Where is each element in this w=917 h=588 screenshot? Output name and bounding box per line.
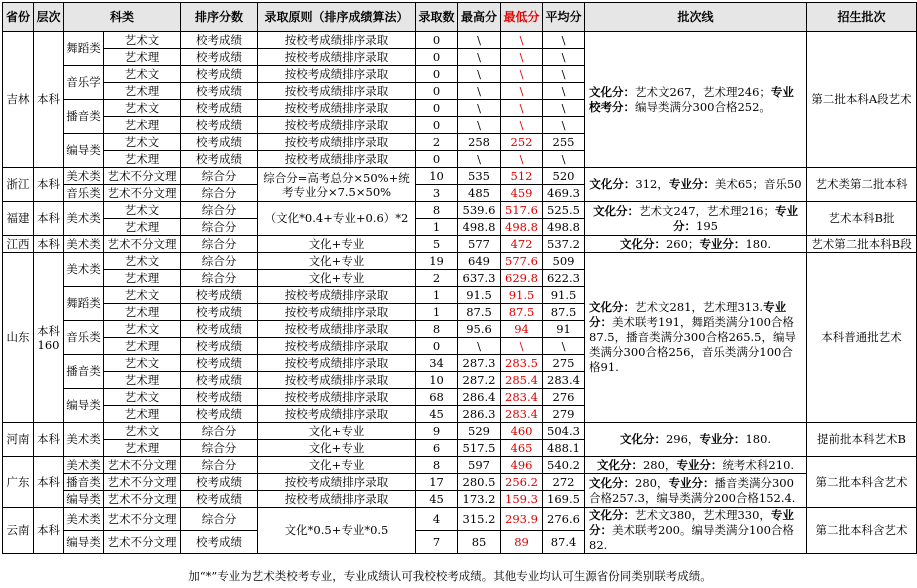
min-cell: 459 <box>501 185 543 202</box>
province-cell: 广东 <box>3 457 34 508</box>
max-cell: 85 <box>458 531 501 554</box>
max-cell: 286.4 <box>458 389 501 406</box>
track-cell: 艺术文 <box>104 321 181 338</box>
avg-cell: 488.1 <box>543 440 585 457</box>
table-row <box>3 508 917 531</box>
rank-cell: 综合分 <box>181 185 258 202</box>
min-cell: \ <box>501 100 543 117</box>
principle-cell: 按校考成绩排序录取 <box>258 406 416 423</box>
rank-cell: 校考成绩 <box>181 134 258 151</box>
rank-cell: 校考成绩 <box>181 321 258 338</box>
min-cell: \ <box>501 151 543 168</box>
col-subject: 科类 <box>64 3 181 32</box>
max-cell: \ <box>458 66 501 83</box>
col-batch: 招生批次 <box>807 3 917 32</box>
avg-cell: \ <box>543 66 585 83</box>
rank-cell: 综合分 <box>181 202 258 219</box>
principle-cell: 文化+专业 <box>258 423 416 440</box>
max-cell: \ <box>458 83 501 100</box>
rank-cell: 综合分 <box>181 423 258 440</box>
level-cell: 本科 <box>34 457 64 508</box>
count-cell: 0 <box>416 117 458 134</box>
rank-cell: 校考成绩 <box>181 100 258 117</box>
track-cell: 艺术文 <box>104 100 181 117</box>
track-cell: 艺术不分文理 <box>104 236 181 253</box>
min-cell: \ <box>501 338 543 355</box>
level-cell: 本科 <box>34 508 64 554</box>
avg-cell: 91 <box>543 321 585 338</box>
rank-cell: 综合分 <box>181 508 258 531</box>
table-row <box>3 457 917 474</box>
col-score-rank: 排序分数 <box>181 3 258 32</box>
count-cell: 0 <box>416 100 458 117</box>
avg-cell: \ <box>543 32 585 49</box>
avg-cell: 540.2 <box>543 457 585 474</box>
table-row <box>3 423 917 440</box>
principle-cell: 按校考成绩排序录取 <box>258 83 416 100</box>
batch-line-cell: 文化分：艺术文267，艺术理246；专业校考分：编导类满分300合格252。 <box>585 32 807 168</box>
max-cell: 577 <box>458 236 501 253</box>
avg-cell: 283.4 <box>543 372 585 389</box>
track-cell: 艺术不分文理 <box>104 474 181 491</box>
category-cell: 美术类 <box>64 168 104 185</box>
count-cell: 2 <box>416 270 458 287</box>
batch-line-cell: 文化分：280，专业分：统考术科210. <box>585 457 807 474</box>
category-cell: 美术类 <box>64 236 104 253</box>
rank-cell: 综合分 <box>181 219 258 236</box>
track-cell: 艺术文 <box>104 389 181 406</box>
category-cell: 播音类 <box>64 355 104 389</box>
principle-cell: 文化+专业 <box>258 440 416 457</box>
avg-cell: 87.4 <box>543 531 585 554</box>
count-cell: 45 <box>416 491 458 508</box>
avg-cell: \ <box>543 117 585 134</box>
rank-cell: 综合分 <box>181 168 258 185</box>
rank-cell: 校考成绩 <box>181 338 258 355</box>
min-cell: 256.2 <box>501 474 543 491</box>
count-cell: 9 <box>416 423 458 440</box>
category-cell: 舞蹈类 <box>64 32 104 66</box>
principle-cell: 文化+专业 <box>258 236 416 253</box>
max-cell: 637.3 <box>458 270 501 287</box>
batch-cell: 本科普通批艺术 <box>807 253 917 423</box>
category-cell: 编导类 <box>64 531 104 554</box>
principle-cell: 按校考成绩排序录取 <box>258 304 416 321</box>
rank-cell: 校考成绩 <box>181 49 258 66</box>
count-cell: 0 <box>416 66 458 83</box>
min-cell: 517.6 <box>501 202 543 219</box>
min-cell: 283.5 <box>501 355 543 372</box>
rank-cell: 综合分 <box>181 440 258 457</box>
track-cell: 艺术理 <box>104 151 181 168</box>
track-cell: 艺术理 <box>104 338 181 355</box>
table-row <box>3 253 917 270</box>
count-cell: 0 <box>416 49 458 66</box>
max-cell: 539.6 <box>458 202 501 219</box>
province-cell: 山东 <box>3 253 34 423</box>
category-cell: 美术类 <box>64 508 104 531</box>
col-batch-line: 批次线 <box>585 3 807 32</box>
min-cell: 159.3 <box>501 491 543 508</box>
col-min: 最低分 <box>501 3 543 32</box>
avg-cell: 169.5 <box>543 491 585 508</box>
category-cell: 舞蹈类 <box>64 287 104 321</box>
header-row <box>3 3 917 32</box>
max-cell: 315.2 <box>458 508 501 531</box>
rank-cell: 综合分 <box>181 457 258 474</box>
count-cell: 19 <box>416 253 458 270</box>
table-row <box>3 236 917 253</box>
principle-cell: 按校考成绩排序录取 <box>258 32 416 49</box>
track-cell: 艺术不分文理 <box>104 491 181 508</box>
track-cell: 艺术理 <box>104 83 181 100</box>
min-cell: 283.4 <box>501 406 543 423</box>
max-cell: 529 <box>458 423 501 440</box>
avg-cell: 537.2 <box>543 236 585 253</box>
avg-cell: 525.5 <box>543 202 585 219</box>
principle-cell: 按校考成绩排序录取 <box>258 100 416 117</box>
rank-cell: 校考成绩 <box>181 151 258 168</box>
rank-cell: 校考成绩 <box>181 117 258 134</box>
category-cell: 音乐类 <box>64 185 104 202</box>
principle-cell: 按校考成绩排序录取 <box>258 338 416 355</box>
count-cell: 1 <box>416 304 458 321</box>
category-cell: 编导类 <box>64 134 104 168</box>
min-cell: 512 <box>501 168 543 185</box>
count-cell: 8 <box>416 321 458 338</box>
principle-cell: 文化+专业 <box>258 270 416 287</box>
principle-cell: 按校考成绩排序录取 <box>258 491 416 508</box>
track-cell: 艺术理 <box>104 117 181 134</box>
principle-cell: 文化*0.5+专业*0.5 <box>258 508 416 554</box>
min-cell: 496 <box>501 457 543 474</box>
col-admitted: 录取数 <box>416 3 458 32</box>
max-cell: 280.5 <box>458 474 501 491</box>
avg-cell: 272 <box>543 474 585 491</box>
min-cell: 472 <box>501 236 543 253</box>
min-cell: 285.4 <box>501 372 543 389</box>
principle-cell: 按校考成绩排序录取 <box>258 321 416 338</box>
min-cell: \ <box>501 117 543 134</box>
category-cell: 编导类 <box>64 389 104 423</box>
min-cell: \ <box>501 32 543 49</box>
rank-cell: 校考成绩 <box>181 531 258 554</box>
avg-cell: \ <box>543 100 585 117</box>
table-row <box>3 168 917 185</box>
track-cell: 艺术文 <box>104 355 181 372</box>
avg-cell: \ <box>543 49 585 66</box>
track-cell: 艺术文 <box>104 134 181 151</box>
admission-table <box>2 2 917 554</box>
table-row <box>3 474 917 491</box>
count-cell: 34 <box>416 355 458 372</box>
track-cell: 艺术理 <box>104 372 181 389</box>
avg-cell: 275 <box>543 355 585 372</box>
max-cell: 498.8 <box>458 219 501 236</box>
max-cell: 286.3 <box>458 406 501 423</box>
avg-cell: 255 <box>543 134 585 151</box>
col-max: 最高分 <box>458 3 501 32</box>
rank-cell: 校考成绩 <box>181 406 258 423</box>
max-cell: 173.2 <box>458 491 501 508</box>
max-cell: 649 <box>458 253 501 270</box>
track-cell: 艺术理 <box>104 270 181 287</box>
category-cell: 美术类 <box>64 423 104 457</box>
principle-cell: 文化+专业 <box>258 253 416 270</box>
category-cell: 美术类 <box>64 253 104 287</box>
count-cell: 1 <box>416 287 458 304</box>
batch-cell: 艺术类第二批本科 <box>807 168 917 202</box>
min-cell: \ <box>501 66 543 83</box>
rank-cell: 校考成绩 <box>181 389 258 406</box>
count-cell: 0 <box>416 338 458 355</box>
avg-cell: \ <box>543 83 585 100</box>
count-cell: 2 <box>416 134 458 151</box>
min-cell: \ <box>501 49 543 66</box>
principle-cell: 按校考成绩排序录取 <box>258 134 416 151</box>
rank-cell: 校考成绩 <box>181 287 258 304</box>
track-cell: 艺术不分文理 <box>104 185 181 202</box>
max-cell: \ <box>458 32 501 49</box>
principle-cell: 按校考成绩排序录取 <box>258 287 416 304</box>
track-cell: 艺术文 <box>104 202 181 219</box>
principle-cell: 文化+专业 <box>258 457 416 474</box>
principle-cell: （文化*0.4+专业+0.6）*2 <box>258 202 416 236</box>
footer-note: 加“*”专业为艺术类校考专业，专业成绩认可我校校考成绩。其他专业均认可生源省份同类别联考成绩。 <box>188 569 712 583</box>
level-cell: 本科 <box>34 168 64 202</box>
col-principle: 录取原则（排序成绩算法） <box>258 3 416 32</box>
batch-cell: 第二批本科A段艺术 <box>807 32 917 168</box>
min-cell: 465 <box>501 440 543 457</box>
track-cell: 艺术不分文理 <box>104 508 181 531</box>
col-avg: 平均分 <box>543 3 585 32</box>
min-cell: 87.5 <box>501 304 543 321</box>
level-cell: 本科 <box>34 423 64 457</box>
principle-cell: 按校考成绩排序录取 <box>258 474 416 491</box>
rank-cell: 校考成绩 <box>181 32 258 49</box>
col-province: 省份 <box>3 3 34 32</box>
max-cell: \ <box>458 338 501 355</box>
avg-cell: 87.5 <box>543 304 585 321</box>
col-level: 层次 <box>34 3 64 32</box>
max-cell: \ <box>458 49 501 66</box>
track-cell: 艺术文 <box>104 287 181 304</box>
max-cell: \ <box>458 151 501 168</box>
count-cell: 0 <box>416 83 458 100</box>
table-row <box>3 32 917 49</box>
count-cell: 0 <box>416 32 458 49</box>
batch-line-cell: 文化分：艺术文380，艺术理330，专业分：美术联考200。编导类满分100合格82. <box>585 508 807 554</box>
count-cell: 3 <box>416 185 458 202</box>
batch-cell: 提前批本科艺术B <box>807 423 917 457</box>
track-cell: 艺术文 <box>104 66 181 83</box>
min-cell: 498.8 <box>501 219 543 236</box>
category-cell: 编导类 <box>64 491 104 508</box>
min-cell: \ <box>501 83 543 100</box>
principle-cell: 按校考成绩排序录取 <box>258 49 416 66</box>
province-cell: 江西 <box>3 236 34 253</box>
principle-cell: 按校考成绩排序录取 <box>258 372 416 389</box>
track-cell: 艺术文 <box>104 32 181 49</box>
batch-cell: 艺术本科B批 <box>807 202 917 236</box>
avg-cell: 279 <box>543 406 585 423</box>
province-cell: 吉林 <box>3 32 34 168</box>
min-cell: 91.5 <box>501 287 543 304</box>
track-cell: 艺术不分文理 <box>104 168 181 185</box>
max-cell: 287.3 <box>458 355 501 372</box>
rank-cell: 校考成绩 <box>181 491 258 508</box>
batch-cell: 艺术第二批本科B段 <box>807 236 917 253</box>
track-cell: 艺术理 <box>104 49 181 66</box>
principle-cell: 按校考成绩排序录取 <box>258 151 416 168</box>
min-cell: 283.4 <box>501 389 543 406</box>
max-cell: 535 <box>458 168 501 185</box>
count-cell: 4 <box>416 508 458 531</box>
min-cell: 293.9 <box>501 508 543 531</box>
count-cell: 10 <box>416 168 458 185</box>
max-cell: 91.5 <box>458 287 501 304</box>
track-cell: 艺术理 <box>104 406 181 423</box>
max-cell: 95.6 <box>458 321 501 338</box>
category-cell: 播音类 <box>64 100 104 134</box>
avg-cell: 520 <box>543 168 585 185</box>
avg-cell: \ <box>543 151 585 168</box>
min-cell: 629.8 <box>501 270 543 287</box>
track-cell: 艺术理 <box>104 440 181 457</box>
track-cell: 艺术不分文理 <box>104 457 181 474</box>
principle-cell: 综合分=高考总分×50%+统考专业分×7.5×50% <box>258 168 416 202</box>
track-cell: 艺术理 <box>104 304 181 321</box>
principle-cell: 按校考成绩排序录取 <box>258 66 416 83</box>
avg-cell: 504.3 <box>543 423 585 440</box>
count-cell: 6 <box>416 440 458 457</box>
avg-cell: 91.5 <box>543 287 585 304</box>
principle-cell: 按校考成绩排序录取 <box>258 117 416 134</box>
count-cell: 5 <box>416 236 458 253</box>
avg-cell: 509 <box>543 253 585 270</box>
track-cell: 艺术不分文理 <box>104 531 181 554</box>
max-cell: 287.2 <box>458 372 501 389</box>
batch-line-cell: 文化分：艺术文247，艺术理216；专业分：195 <box>585 202 807 236</box>
track-cell: 艺术理 <box>104 219 181 236</box>
count-cell: 0 <box>416 151 458 168</box>
batch-line-cell: 文化分：312，专业分：美术65；音乐50 <box>585 168 807 202</box>
batch-cell: 第二批本科含艺术 <box>807 457 917 508</box>
count-cell: 68 <box>416 389 458 406</box>
track-cell: 艺术文 <box>104 423 181 440</box>
level-cell: 本科 <box>34 236 64 253</box>
count-cell: 45 <box>416 406 458 423</box>
province-cell: 云南 <box>3 508 34 554</box>
avg-cell: 498.8 <box>543 219 585 236</box>
principle-cell: 按校考成绩排序录取 <box>258 389 416 406</box>
batch-line-cell: 文化分：260；专业分：180. <box>585 236 807 253</box>
min-cell: 460 <box>501 423 543 440</box>
batch-line-cell: 文化分：296，专业分：180. <box>585 423 807 457</box>
category-cell: 播音类 <box>64 474 104 491</box>
min-cell: 94 <box>501 321 543 338</box>
rank-cell: 校考成绩 <box>181 66 258 83</box>
rank-cell: 综合分 <box>181 270 258 287</box>
max-cell: 597 <box>458 457 501 474</box>
max-cell: \ <box>458 100 501 117</box>
avg-cell: 276 <box>543 389 585 406</box>
count-cell: 1 <box>416 219 458 236</box>
province-cell: 河南 <box>3 423 34 457</box>
count-cell: 8 <box>416 202 458 219</box>
category-cell: 音乐类 <box>64 321 104 355</box>
batch-cell: 第二批本科含艺术 <box>807 508 917 554</box>
level-cell: 本科 <box>34 32 64 168</box>
avg-cell: 622.3 <box>543 270 585 287</box>
count-cell: 8 <box>416 457 458 474</box>
level-cell: 本科160 <box>34 253 64 423</box>
max-cell: 258 <box>458 134 501 151</box>
max-cell: \ <box>458 117 501 134</box>
min-cell: 252 <box>501 134 543 151</box>
province-cell: 浙江 <box>3 168 34 202</box>
rank-cell: 综合分 <box>181 236 258 253</box>
max-cell: 485 <box>458 185 501 202</box>
batch-line-cell: 文化分：艺术文281，艺术理313.专业分：美术联考191，舞蹈类满分100合格87.5，播音类满分300合格265.5，编导类满分300合格256，音乐类满分100合格91. <box>585 253 807 423</box>
batch-line-cell: 文化分：280，专业分：播音类满分300合格257.3，编导类满分200合格152.4. <box>585 474 807 508</box>
avg-cell: 276.6 <box>543 508 585 531</box>
max-cell: 517.5 <box>458 440 501 457</box>
province-cell: 福建 <box>3 202 34 236</box>
category-cell: 音乐学 <box>64 66 104 100</box>
min-cell: 89 <box>501 531 543 554</box>
rank-cell: 综合分 <box>181 253 258 270</box>
principle-cell: 按校考成绩排序录取 <box>258 355 416 372</box>
category-cell: 美术类 <box>64 202 104 236</box>
count-cell: 10 <box>416 372 458 389</box>
rank-cell: 校考成绩 <box>181 355 258 372</box>
max-cell: 87.5 <box>458 304 501 321</box>
level-cell: 本科 <box>34 202 64 236</box>
category-cell: 美术类 <box>64 457 104 474</box>
rank-cell: 校考成绩 <box>181 372 258 389</box>
rank-cell: 校考成绩 <box>181 304 258 321</box>
min-cell: 577.6 <box>501 253 543 270</box>
avg-cell: 469.3 <box>543 185 585 202</box>
count-cell: 7 <box>416 531 458 554</box>
avg-cell: \ <box>543 338 585 355</box>
count-cell: 17 <box>416 474 458 491</box>
rank-cell: 校考成绩 <box>181 83 258 100</box>
track-cell: 艺术文 <box>104 253 181 270</box>
rank-cell: 校考成绩 <box>181 474 258 491</box>
table-row <box>3 202 917 219</box>
